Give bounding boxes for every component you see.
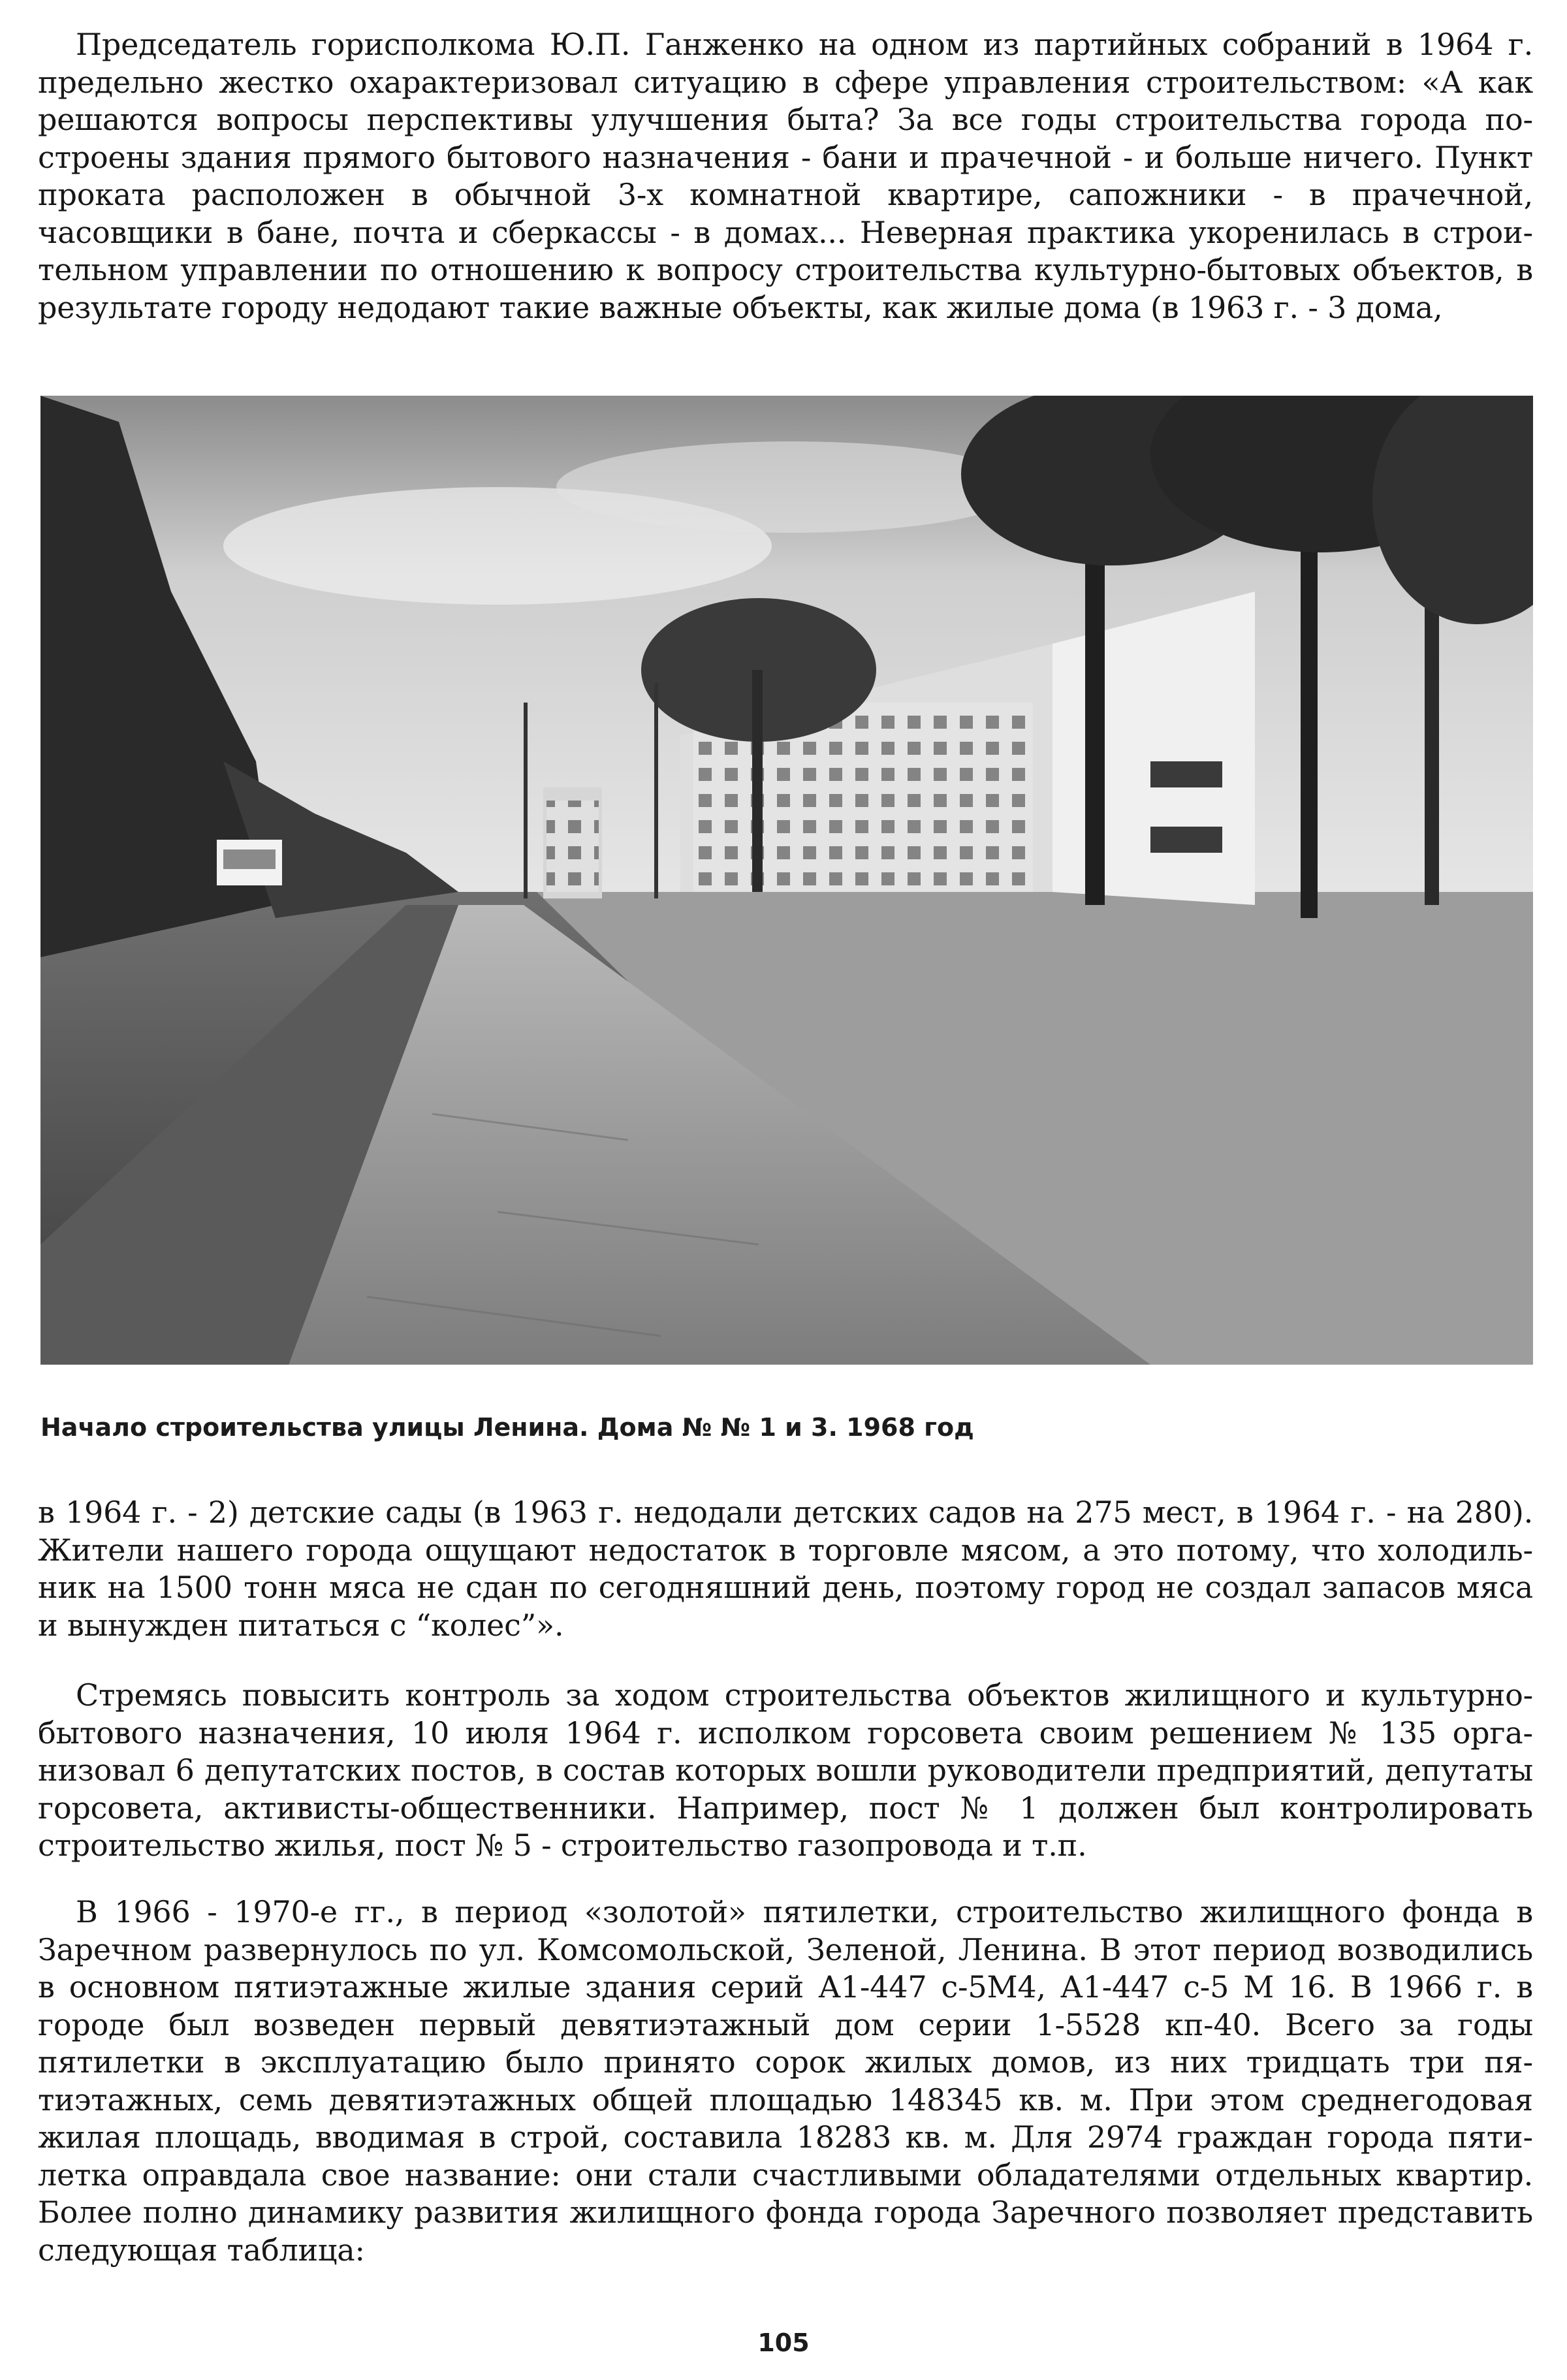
photo-caption: Начало строительства улицы Ленина. Дома № № 1 и 3. 1968 год bbox=[40, 1413, 974, 1442]
paragraph-4: В 1966 - 1970-е гг., в период «золотой» пятилетки, строительство жилищного фонда в Заречном развернулось по ул. Комсомольской, Зеленой, Ленина. В этот период возводились в основном пятиэтажные жилые здания серий А1-447 с-5М4, А1-447 с-5 М 16. В 1966 г. в городе был возведен первый девятиэтажный дом серии 1-5528 кп-40. Всего за годы пятилетки в эксплуатацию было принято сорок жилых домов, из них тридцать три пятиэтажных, семь девятиэтажных общей площадью 148345 кв. м. При этом среднегодовая жилая площадь, вводимая в строй, составила 18283 кв. м. Для 2974 граждан города пятилетка оправдала свое название: они стали счастливыми обладателями отдельных квартир. Более полно динамику развития жилищного фонда города Заречного позволяет представить следующая таблица: bbox=[38, 1894, 1533, 2268]
page-number: 105 bbox=[757, 2328, 810, 2357]
paragraph-2: в 1964 г. - 2) детские сады (в 1963 г. недодали детских садов на 275 мест, в 1964 г. - на 280). Жители нашего города ощущают недостаток в торговле мясом, а это потому, что холодильник на 1500 тонн мяса не сдан по сегодняшний день, поэтому город не создал запасов мяса и вынужден питаться с “колес”». bbox=[38, 1495, 1533, 1643]
street-photo bbox=[40, 396, 1533, 1365]
paragraph-3: Стремясь повысить контроль за ходом строительства объектов жилищного и культурно-бытового назначения, 10 июля 1964 г. исполком горсовета своим решением № 135 организовал 6 депутатских постов, в состав которых вошли руководители предприятий, депутаты горсовета, активисты-общественники. Например, пост № 1 должен был контролировать строительство жилья, пост № 5 - строительство газопровода и т.п. bbox=[38, 1677, 1533, 1863]
paragraph-1: Председатель горисполкома Ю.П. Ганженко на одном из партийных собраний в 1964 г. предельно жестко охарактеризовал ситуацию в сфере управления строительством: «А как решаются вопросы перспективы улучшения быта? За все годы строительства города построены здания прямого бытового назначения - бани и прачечной - и больше ничего. Пункт проката расположен в обычной 3-х комнатной квартире, сапожники - в прачечной, часовщики в бане, почта и сберкассы - в домах... Неверная практика укоренилась в строительном управлении по отношению к вопросу строительства культурно-бытовых объектов, в результате городу недодают такие важные объекты, как жилые дома (в 1963 г. - 3 дома, bbox=[38, 27, 1533, 325]
